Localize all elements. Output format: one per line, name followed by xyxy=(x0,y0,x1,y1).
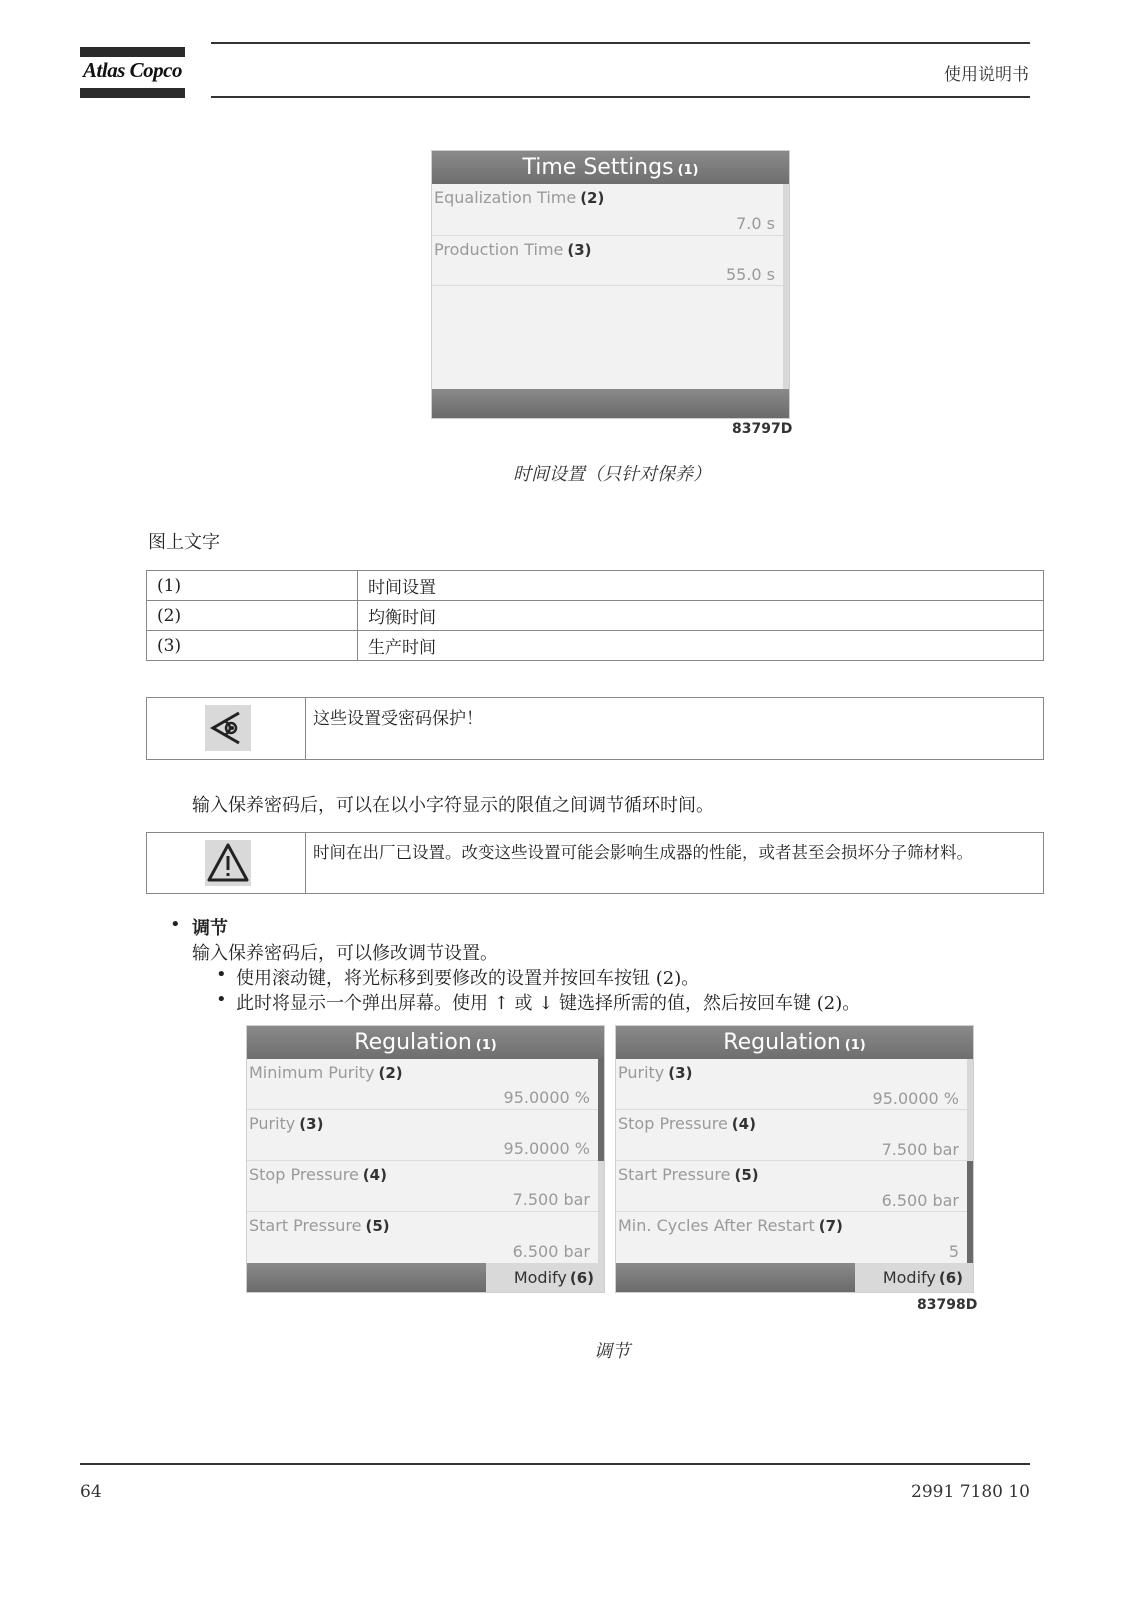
list-item: 此时将显示一个弹出屏幕。使用 ↑ 或 ↓ 键选择所需的值，然后按回车键 (2)。 xyxy=(236,993,861,1014)
setting-row-purity[interactable] xyxy=(247,1110,598,1161)
callout-number: (4) xyxy=(362,1166,387,1184)
setting-row-purity[interactable] xyxy=(616,1059,967,1110)
setting-label: Stop Pressure xyxy=(249,1165,359,1184)
legend-ref: (1) xyxy=(147,571,358,601)
table-row xyxy=(147,601,1044,631)
warning-note xyxy=(146,832,1044,894)
scrollbar[interactable] xyxy=(598,1059,604,1263)
setting-label: Purity xyxy=(249,1114,296,1133)
section-bullet: • xyxy=(170,914,181,935)
section-title: 调节 xyxy=(192,918,228,939)
paragraph: 输入保养密码后，可以在以小字符显示的限值之间调节循环时间。 xyxy=(192,795,714,816)
company-logo: Atlas Copco xyxy=(83,58,182,82)
figure-code: 83797D xyxy=(732,421,793,437)
screen-title-bar xyxy=(247,1026,604,1059)
callout-number: (3) xyxy=(668,1064,693,1082)
setting-row-production-time[interactable] xyxy=(432,236,783,286)
legend-ref: (3) xyxy=(147,631,358,661)
setting-value: 95.0000 % xyxy=(503,1088,590,1107)
warning-icon xyxy=(205,840,251,886)
screen-title: Regulation xyxy=(354,1030,472,1055)
note-icon-cell xyxy=(147,833,306,893)
callout-number: (1) xyxy=(677,163,699,178)
screen-footer-bar xyxy=(432,389,789,418)
setting-row-stop-pressure[interactable] xyxy=(247,1161,598,1212)
scrollbar-thumb[interactable] xyxy=(598,1059,604,1161)
footer-rule xyxy=(80,1463,1030,1465)
screen-title: Time Settings xyxy=(522,155,674,180)
callout-number: (4) xyxy=(731,1115,756,1133)
callout-number: (6) xyxy=(569,1269,594,1287)
header-rule-bottom xyxy=(211,96,1030,98)
modify-button[interactable] xyxy=(855,1263,973,1292)
setting-row-equalization-time[interactable] xyxy=(432,184,783,236)
setting-label: Minimum Purity xyxy=(249,1063,375,1082)
regulation-screen-right xyxy=(615,1025,974,1293)
document-number: 2991 7180 10 xyxy=(911,1482,1030,1502)
table-row xyxy=(147,571,1044,601)
setting-row-start-pressure[interactable] xyxy=(616,1161,967,1212)
scrollbar[interactable] xyxy=(783,184,789,389)
setting-value: 5 xyxy=(948,1242,959,1261)
page-number: 64 xyxy=(80,1482,102,1502)
scrollbar-thumb[interactable] xyxy=(967,1161,973,1263)
screen-title-bar xyxy=(616,1026,973,1059)
setting-value: 6.500 bar xyxy=(881,1191,959,1210)
modify-label: Modify xyxy=(882,1268,936,1287)
setting-label: Start Pressure xyxy=(249,1216,362,1235)
time-settings-screen xyxy=(431,150,790,419)
setting-value: 7.0 s xyxy=(736,214,775,233)
setting-row-min-cycles[interactable] xyxy=(616,1212,967,1262)
callout-number: (2) xyxy=(580,189,605,207)
callout-number: (1) xyxy=(844,1038,866,1053)
logo-bar-bottom xyxy=(80,88,185,98)
manual-title: 使用说明书 xyxy=(944,65,1029,85)
setting-label: Min. Cycles After Restart xyxy=(618,1216,815,1235)
header-rule-top xyxy=(211,42,1030,44)
screen-title: Regulation xyxy=(723,1030,841,1055)
setting-value: 95.0000 % xyxy=(872,1089,959,1108)
setting-value: 6.500 bar xyxy=(512,1242,590,1261)
modify-button[interactable] xyxy=(486,1263,604,1292)
screen-footer-bar xyxy=(247,1263,604,1292)
callout-number: (3) xyxy=(567,241,592,259)
callout-number: (1) xyxy=(475,1038,497,1053)
legend-ref: (2) xyxy=(147,601,358,631)
list-bullet: • xyxy=(216,989,227,1010)
figure-code: 83798D xyxy=(917,1297,978,1313)
setting-row-minimum-purity[interactable] xyxy=(247,1059,598,1110)
password-note xyxy=(146,697,1044,760)
logo-bar-top xyxy=(80,47,185,57)
note-text: 这些设置受密码保护！ xyxy=(313,709,483,729)
table-row xyxy=(147,631,1044,661)
callout-number: (5) xyxy=(734,1166,759,1184)
callout-number: (6) xyxy=(938,1269,963,1287)
callout-number: (7) xyxy=(818,1217,843,1235)
setting-label: Production Time xyxy=(434,240,564,259)
list-item: 使用滚动键，将光标移到要修改的设置并按回车按钮 (2)。 xyxy=(236,968,700,989)
legend-heading: 图上文字 xyxy=(148,532,220,553)
setting-value: 95.0000 % xyxy=(503,1139,590,1158)
note-text: 时间在出厂已设置。改变这些设置可能会影响生成器的性能，或者甚至会损坏分子筛材料。 xyxy=(313,843,973,862)
callout-number: (5) xyxy=(365,1217,390,1235)
setting-label: Stop Pressure xyxy=(618,1114,728,1133)
setting-row-stop-pressure[interactable] xyxy=(616,1110,967,1161)
setting-value: 7.500 bar xyxy=(881,1140,959,1159)
modify-label: Modify xyxy=(513,1268,567,1287)
legend-table xyxy=(146,570,1044,661)
scrollbar[interactable] xyxy=(967,1059,973,1263)
section-intro: 输入保养密码后，可以修改调节设置。 xyxy=(192,943,498,964)
list-bullet: • xyxy=(216,964,227,985)
setting-label: Purity xyxy=(618,1063,665,1082)
note-icon-cell xyxy=(147,698,306,759)
callout-number: (2) xyxy=(378,1064,403,1082)
legend-text: 均衡时间 xyxy=(358,601,1044,631)
figure-caption: 调节 xyxy=(594,1341,630,1362)
figure-caption: 时间设置（只针对保养） xyxy=(513,464,711,485)
legend-text: 时间设置 xyxy=(358,571,1044,601)
callout-number: (3) xyxy=(299,1115,324,1133)
setting-value: 7.500 bar xyxy=(512,1190,590,1209)
setting-row-start-pressure[interactable] xyxy=(247,1212,598,1262)
legend-text: 生产时间 xyxy=(358,631,1044,661)
regulation-screen-left xyxy=(246,1025,605,1293)
eye-icon xyxy=(205,705,251,751)
screen-title-bar xyxy=(432,151,789,184)
screen-footer-bar xyxy=(616,1263,973,1292)
setting-label: Start Pressure xyxy=(618,1165,731,1184)
setting-label: Equalization Time xyxy=(434,188,577,207)
setting-value: 55.0 s xyxy=(725,265,775,284)
